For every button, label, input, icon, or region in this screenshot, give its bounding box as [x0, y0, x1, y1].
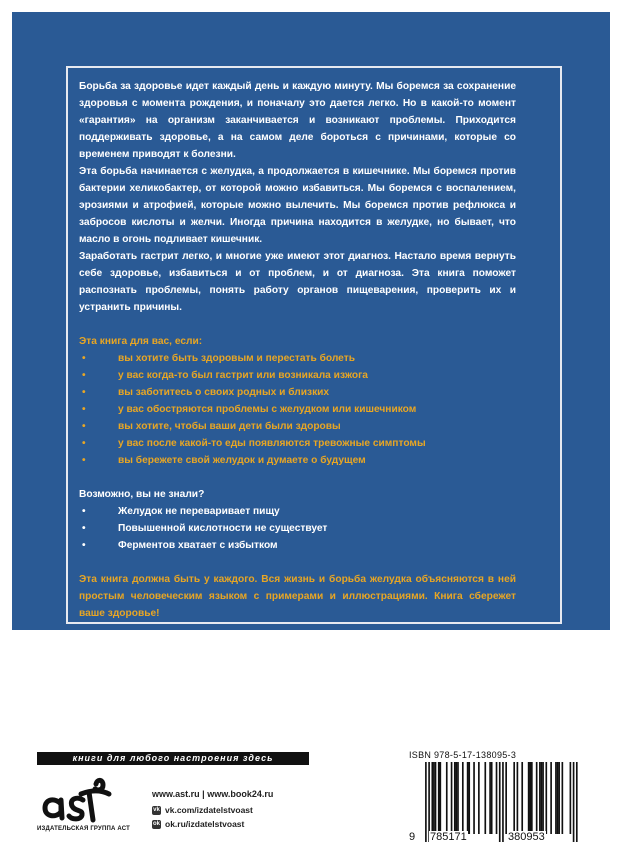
intro-paragraph-1: Борьба за здоровье идет каждый день и каждую минуту. Мы боремся за сохранение здоровья с момента рождения, и поначалу это дается легко. Но в какой-то момент «гарантия» на организм заканчивается и возникают проблемы. Приходится поддерживать здоровье, а на самом деле бороться с причинами, которые со временем приводят к болезни. — [79, 81, 516, 160]
intro-paragraph-3: Заработать гастрит легко, и многие уже имеют этот диагноз. Настало время вернуть себе здоровье, избавиться и от проблем, и от диагноза. Эта книга поможет распознать проблемы, понять работу органов пищеварения, проверить их и устранить причины. — [79, 251, 516, 313]
barcode-bar — [478, 762, 480, 834]
barcode-bar — [562, 762, 564, 834]
annotation-text — [79, 78, 516, 622]
barcode-bar — [446, 762, 448, 834]
ok-icon: ok — [152, 820, 160, 827]
list-item: • у вас после какой-то еды появляются тревожные симптомы — [79, 435, 516, 452]
footer — [0, 630, 620, 846]
barcode-bar — [550, 762, 552, 834]
barcode-bar — [536, 762, 538, 834]
bullet-icon: • — [82, 540, 86, 551]
barcode-bar — [499, 762, 501, 842]
barcode-bar — [468, 762, 470, 834]
barcode-bar — [558, 762, 560, 834]
barcode-bar — [440, 762, 442, 834]
for-you-list — [79, 350, 516, 469]
barcode-bar — [435, 762, 437, 834]
barcode-bar — [570, 762, 572, 834]
barcode-bar — [557, 762, 559, 834]
barcode-bar — [484, 762, 486, 834]
publisher-logo — [37, 776, 152, 838]
ok-link[interactable] — [152, 818, 352, 830]
for-you-heading: Эта книга для вас, если: — [79, 336, 203, 347]
list-item: • у вас когда-то был гастрит или возникала изжога — [79, 367, 516, 384]
list-item: • Желудок не переваривает пищу — [79, 503, 516, 520]
bullet-icon: • — [82, 523, 86, 534]
barcode-bar — [517, 762, 519, 834]
bullet-icon: • — [82, 353, 86, 364]
vk-icon: vk — [153, 806, 160, 813]
barcode-bar — [496, 762, 498, 834]
barcode-bar — [521, 762, 523, 834]
bullet-icon: • — [82, 438, 86, 449]
barcode-bar — [462, 762, 464, 834]
did-you-know-heading: Возможно, вы не знали? — [79, 489, 205, 500]
barcode-bar — [431, 762, 433, 834]
barcode-bar — [457, 762, 459, 834]
barcode-bar — [528, 762, 530, 834]
barcode-bar — [513, 762, 515, 834]
barcode-bar — [489, 762, 491, 834]
bullet-icon: • — [82, 387, 86, 398]
barcode-bar — [438, 762, 440, 834]
barcode-bar — [542, 762, 544, 834]
barcode-digit-lead: 9 — [409, 831, 416, 843]
barcode-bar — [467, 762, 469, 834]
barcode-bar — [502, 762, 504, 842]
barcode-bar — [505, 762, 507, 834]
barcode-digits-left: 785171 — [430, 831, 467, 843]
barcode-bar — [425, 762, 427, 842]
barcode-bar — [428, 762, 430, 842]
barcode-digits-right: 380953 — [508, 831, 545, 843]
barcode-bar — [529, 762, 531, 834]
barcode-bar — [491, 762, 493, 834]
publisher-links — [152, 788, 352, 830]
barcode-bar — [433, 762, 435, 834]
barcode-bar — [454, 762, 456, 834]
bullet-icon: • — [82, 506, 86, 517]
barcode-bar — [539, 762, 541, 834]
ast-logo-icon — [37, 776, 152, 826]
list-item: • Ферментов хватает с избытком — [79, 537, 516, 554]
list-item: • вы заботитесь о своих родных и близких — [79, 384, 516, 401]
vk-link[interactable] — [152, 804, 352, 816]
barcode-bar — [576, 762, 578, 842]
barcode-bar — [473, 762, 475, 834]
list-item: • вы хотите, чтобы ваши дети были здоровы — [79, 418, 516, 435]
slogan-banner: книги для любого настроения здесь — [37, 752, 309, 765]
websites-link[interactable]: www.ast.ru | www.book24.ru — [152, 789, 274, 799]
intro-paragraph-2: Эта борьба начинается с желудка, а продолжается в кишечнике. Мы боремся против бактерии хеликобактер, от которой можно избавиться. Мы боремся с воспалением, эрозиями и атрофией, которые можно вылечить. Мы боремся против рефлюкса и забросов кислоты и желчи. Иногда причина находится в желудке, но бывает, что масло в огонь подливает кишечник. — [79, 166, 516, 245]
barcode-bar — [456, 762, 458, 834]
barcode-bar — [541, 762, 543, 834]
barcode-bar — [451, 762, 453, 834]
list-item: • Повышенной кислотности не существует — [79, 520, 516, 537]
bullet-icon: • — [82, 421, 86, 432]
bullet-icon: • — [82, 370, 86, 381]
list-item: • у вас обостряются проблемы с желудком или кишечником — [79, 401, 516, 418]
isbn-label: ISBN 978-5-17-138095-3 — [409, 750, 517, 760]
did-you-know-list — [79, 503, 516, 554]
list-item: • вы хотите быть здоровым и перестать болеть — [79, 350, 516, 367]
list-item: • вы бережете свой желудок и думаете о будущем — [79, 452, 516, 469]
barcode-bar — [531, 762, 533, 834]
barcode-bar — [573, 762, 575, 842]
vk-link-text: vk.com/izdatelstvoast — [165, 805, 253, 815]
barcode-bar — [555, 762, 557, 834]
bullet-icon: • — [82, 455, 86, 466]
ok-link-text: ok.ru/izdatelstvoast — [165, 819, 245, 829]
barcode-bar — [545, 762, 547, 834]
barcode-digits — [409, 831, 584, 845]
closing-paragraph: Эта книга должна быть у каждого. Вся жизнь и борьба желудка объясняются в ней простым человеческим языком с примерами и иллюстрациями. Книга сбережет ваше здоровье! — [79, 574, 516, 619]
publisher-name: ИЗДАТЕЛЬСКАЯ ГРУППА АСТ — [37, 826, 131, 832]
bullet-icon: • — [82, 404, 86, 415]
